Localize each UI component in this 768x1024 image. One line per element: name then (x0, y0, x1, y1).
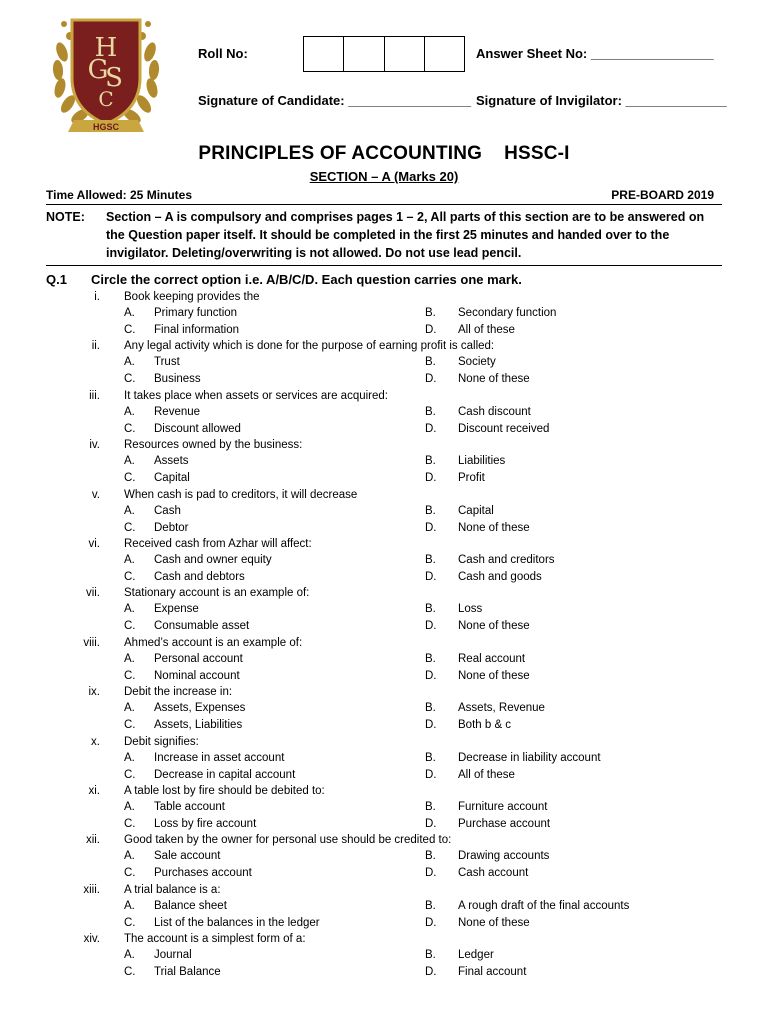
option-letter-b: B. (425, 702, 436, 715)
option-c[interactable]: Discount allowed (154, 422, 241, 435)
mcq-item (0, 585, 768, 634)
option-letter-a: A. (124, 455, 135, 468)
option-letter-a: A. (124, 504, 135, 517)
mcq-number: xii. (85, 834, 100, 847)
option-b[interactable]: Decrease in liability account (458, 751, 601, 764)
option-d[interactable]: Final account (458, 966, 527, 979)
option-c[interactable]: Consumable asset (154, 620, 250, 633)
option-c[interactable]: Final information (154, 324, 240, 336)
option-d[interactable]: Both b & c (458, 719, 512, 732)
mcq-number: iii. (89, 389, 100, 402)
option-a[interactable]: Trust (154, 356, 180, 369)
time-allowed: Time Allowed: 25 Minutes (46, 188, 193, 202)
exam-name: PRE-BOARD 2019 (611, 188, 714, 202)
mcq-stem: Debit signifies: (124, 735, 199, 748)
mcq-stem: A table lost by fire should be debited to: (124, 784, 325, 797)
option-letter-d: D. (425, 867, 437, 880)
note-label: NOTE: (46, 210, 85, 224)
mcq-number: x. (91, 735, 100, 748)
mcq-stem: Any legal activity which is done for the purpose of earning profit is called: (124, 340, 495, 353)
option-a[interactable]: Expense (154, 603, 199, 616)
option-letter-c: C. (124, 867, 136, 880)
svg-text:HGSC: HGSC (92, 122, 120, 132)
mcq-item (0, 783, 768, 832)
mcq-stem: The account is a simplest form of a: (124, 933, 306, 946)
mcq-number: v. (91, 488, 100, 501)
option-d[interactable]: Discount received (458, 422, 550, 435)
option-c[interactable]: Loss by fire account (154, 817, 257, 830)
option-letter-b: B. (425, 899, 436, 912)
mcq-list (0, 289, 768, 980)
option-letter-a: A. (124, 850, 135, 863)
option-letter-c: C. (124, 324, 136, 336)
paper-title: PRINCIPLES OF ACCOUNTING HSSC-I (198, 143, 570, 164)
option-b[interactable]: Assets, Revenue (458, 702, 545, 715)
roll-no-label: Roll No: (198, 46, 248, 61)
question-1-instruction: Circle the correct option i.e. A/B/C/D. Each question carries one mark. (91, 272, 522, 287)
option-d[interactable]: None of these (458, 916, 530, 929)
option-a[interactable]: Cash (154, 504, 181, 517)
roll-no-box[interactable] (304, 37, 344, 71)
option-letter-b: B. (425, 356, 436, 369)
answer-sheet-no-label: Answer Sheet No: _________________ (476, 46, 714, 61)
divider (46, 204, 722, 205)
option-letter-d: D. (425, 669, 437, 682)
option-letter-c: C. (124, 422, 136, 435)
option-letter-c: C. (124, 373, 136, 386)
question-1-heading (46, 272, 522, 287)
option-letter-b: B. (425, 751, 436, 764)
option-letter-c: C. (124, 669, 136, 682)
mcq-item (0, 289, 768, 338)
mcq-stem: A trial balance is a: (124, 883, 221, 896)
mcq-item (0, 536, 768, 585)
option-d[interactable]: None of these (458, 373, 530, 386)
option-d[interactable]: None of these (458, 521, 530, 534)
option-b[interactable]: Drawing accounts (458, 850, 550, 863)
mcq-item (0, 437, 768, 486)
answer-sheet-no-field[interactable]: _________________ (590, 46, 714, 61)
option-b[interactable]: Real account (458, 652, 526, 665)
option-letter-d: D. (425, 620, 437, 633)
option-a[interactable]: Assets, Expenses (154, 702, 246, 715)
mcq-item (0, 882, 768, 931)
mcq-stem: Received cash from Azhar will affect: (124, 537, 312, 550)
mcq-number: vi. (88, 537, 100, 550)
signature-invigilator-label: Signature of Invigilator: ______________ (476, 93, 727, 108)
mcq-number: xi. (88, 784, 100, 797)
option-a[interactable]: Increase in asset account (154, 751, 285, 764)
mcq-stem: Resources owned by the business: (124, 439, 303, 452)
option-letter-a: A. (124, 356, 135, 369)
option-b[interactable]: Cash discount (458, 405, 531, 418)
option-d[interactable]: None of these (458, 620, 530, 633)
mcq-number: xiv. (83, 933, 100, 946)
mcq-stem: Ahmed’s account is an example of: (124, 636, 303, 649)
option-letter-d: D. (425, 373, 437, 386)
mcq-item (0, 338, 768, 387)
option-letter-d: D. (425, 768, 437, 781)
roll-no-box[interactable] (344, 37, 384, 71)
option-letter-a: A. (124, 899, 135, 912)
option-letter-b: B. (425, 652, 436, 665)
option-letter-c: C. (124, 472, 136, 485)
option-c[interactable]: Capital (154, 472, 190, 485)
crest-monogram-letter: H (94, 33, 118, 63)
option-letter-c: C. (124, 521, 136, 534)
mcq-number: iv. (89, 439, 100, 452)
option-a[interactable]: Journal (154, 949, 192, 962)
option-a[interactable]: Table account (154, 800, 225, 813)
option-letter-a: A. (124, 800, 135, 813)
option-letter-d: D. (425, 966, 437, 979)
option-d[interactable]: All of these (458, 768, 515, 781)
option-letter-b: B. (425, 553, 436, 566)
mcq-item (0, 487, 768, 536)
section-heading: SECTION – A (Marks 20) (309, 169, 459, 184)
option-letter-a: A. (124, 702, 135, 715)
signature-candidate-field[interactable]: _________________ (348, 93, 472, 108)
mcq-number: viii. (83, 636, 100, 649)
option-letter-a: A. (124, 405, 135, 418)
option-a[interactable]: Balance sheet (154, 899, 227, 912)
option-a[interactable]: Primary function (154, 307, 238, 319)
question-1-label: Q.1 (46, 272, 67, 287)
mcq-number: vii. (85, 587, 100, 600)
school-crest-logo (50, 12, 162, 140)
option-letter-c: C. (124, 817, 136, 830)
option-d[interactable]: Profit (458, 472, 485, 485)
option-letter-c: C. (124, 966, 136, 979)
option-c[interactable]: Business (154, 373, 201, 386)
note-text: Section – A is compulsory and comprises pages 1 – 2, All parts of this section are to be answered on the Question paper itself. It should be completed in the first 25 minutes and handed over to the invigilator. Deleting/overwriting is not allowed. Do not use lead pencil. (106, 210, 705, 260)
signature-candidate-label: Signature of Candidate: _________________ (198, 93, 472, 108)
option-letter-c: C. (124, 916, 136, 929)
option-letter-a: A. (124, 603, 135, 616)
option-a[interactable]: Sale account (154, 850, 221, 863)
svg-text:C: C (98, 87, 114, 111)
option-a[interactable]: Cash and owner equity (154, 553, 272, 566)
option-d[interactable]: None of these (458, 669, 530, 682)
roll-no-boxes[interactable] (303, 36, 465, 72)
option-letter-a: A. (124, 751, 135, 764)
mcq-item (0, 635, 768, 684)
mcq-item (0, 684, 768, 733)
option-c[interactable]: Trial Balance (154, 966, 221, 979)
mcq-number: i. (94, 291, 100, 303)
option-letter-b: B. (425, 949, 436, 962)
mcq-number: ix. (88, 686, 100, 699)
option-letter-c: C. (124, 570, 136, 583)
option-d[interactable]: All of these (458, 324, 515, 336)
mcq-stem: Debit the increase in: (124, 686, 233, 699)
option-c[interactable]: Purchases account (154, 867, 252, 880)
mcq-item (0, 931, 768, 980)
option-letter-a: A. (124, 307, 135, 319)
option-letter-d: D. (425, 521, 437, 534)
option-b[interactable]: Furniture account (458, 800, 548, 813)
option-b[interactable]: A rough draft of the final accounts (458, 899, 630, 912)
option-c[interactable]: List of the balances in the ledger (154, 916, 320, 929)
option-b[interactable]: Ledger (458, 949, 494, 962)
option-letter-c: C. (124, 719, 136, 732)
mcq-item (0, 388, 768, 437)
option-letter-b: B. (425, 850, 436, 863)
mcq-stem: When cash is pad to creditors, it will decrease (124, 488, 358, 501)
option-c[interactable]: Cash and debtors (154, 570, 245, 583)
mcq-stem: It takes place when assets or services are acquired: (124, 389, 388, 402)
mcq-number: xiii. (83, 883, 100, 896)
option-letter-d: D. (425, 916, 437, 929)
option-letter-a: A. (124, 553, 135, 566)
option-letter-d: D. (425, 324, 437, 336)
option-b[interactable]: Cash and creditors (458, 553, 555, 566)
option-letter-d: D. (425, 570, 437, 583)
option-letter-c: C. (124, 620, 136, 633)
option-a[interactable]: Revenue (154, 405, 201, 418)
option-c[interactable]: Debtor (154, 521, 189, 534)
option-letter-d: D. (425, 472, 437, 485)
option-b[interactable]: Society (458, 356, 496, 369)
mcq-stem: Book keeping provides the (124, 291, 260, 303)
option-b[interactable]: Liabilities (458, 455, 506, 468)
option-letter-d: D. (425, 422, 437, 435)
option-d[interactable]: Cash and goods (458, 570, 542, 583)
option-c[interactable]: Nominal account (154, 669, 240, 682)
option-letter-a: A. (124, 949, 135, 962)
divider (46, 265, 722, 266)
signature-invigilator-field[interactable]: ______________ (625, 93, 727, 108)
option-letter-a: A. (124, 652, 135, 665)
option-letter-b: B. (425, 800, 436, 813)
mcq-item (0, 832, 768, 881)
option-letter-d: D. (425, 719, 437, 732)
option-b[interactable]: Secondary function (458, 307, 557, 319)
mcq-stem: Stationary account is an example of: (124, 587, 310, 600)
option-letter-d: D. (425, 817, 437, 830)
option-c[interactable]: Decrease in capital account (154, 768, 296, 781)
option-b[interactable]: Capital (458, 504, 494, 517)
option-a[interactable]: Personal account (154, 652, 243, 665)
option-d[interactable]: Purchase account (458, 817, 551, 830)
svg-text:G: G (87, 55, 109, 85)
option-letter-b: B. (425, 504, 436, 517)
option-letter-b: B. (425, 307, 436, 319)
mcq-item (0, 734, 768, 783)
option-letter-b: B. (425, 405, 436, 418)
mcq-number: ii. (91, 340, 100, 353)
option-c[interactable]: Assets, Liabilities (154, 719, 243, 732)
mcq-stem: Good taken by the owner for personal use should be credited to: (124, 834, 452, 847)
option-letter-b: B. (425, 455, 436, 468)
option-letter-c: C. (124, 768, 136, 781)
option-d[interactable]: Cash account (458, 867, 529, 880)
roll-no-box[interactable] (385, 37, 425, 71)
roll-no-box[interactable] (425, 37, 464, 71)
note-block (46, 208, 726, 262)
option-b[interactable]: Loss (458, 603, 483, 616)
svg-text:S: S (105, 63, 123, 93)
option-letter-b: B. (425, 603, 436, 616)
option-a[interactable]: Assets (154, 455, 189, 468)
